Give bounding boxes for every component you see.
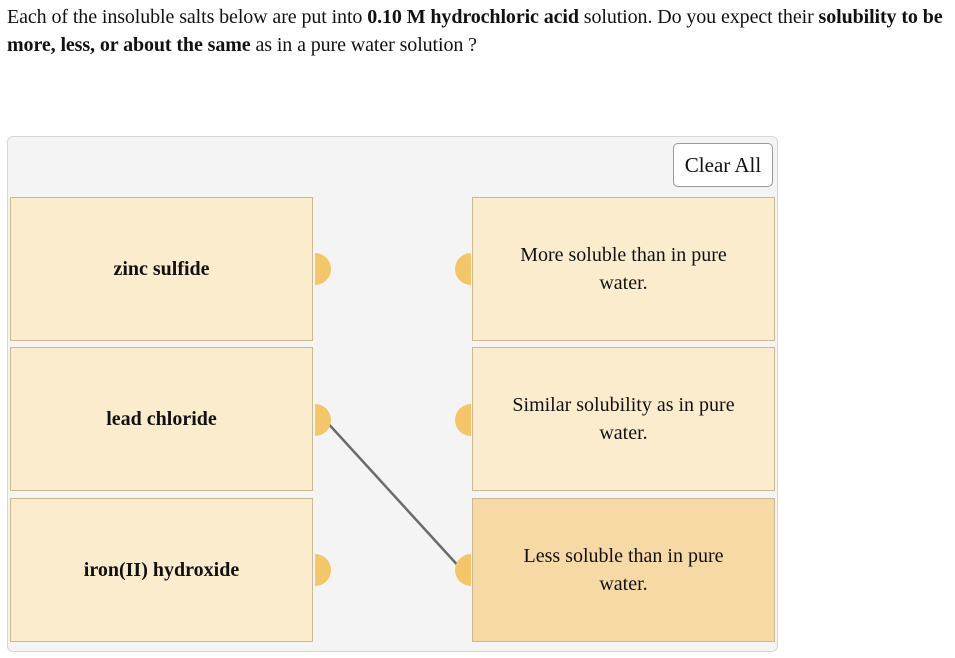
salt-label: zinc sulfide	[113, 258, 210, 280]
answer-label: Similar solubility as in pure water.	[512, 394, 735, 444]
answer-box-similar-solubility[interactable]	[472, 347, 775, 491]
salt-label: lead chloride	[106, 408, 217, 430]
question-part-3: as in a pure water solution ?	[250, 34, 477, 56]
question-part-1: Each of the insoluble salts below are put into	[7, 6, 368, 28]
question-bold-2: solubility to be more, less, or about the same	[7, 6, 943, 56]
answer-label: More soluble than in pure water.	[520, 244, 727, 294]
answer-box-less-soluble[interactable]	[472, 498, 775, 642]
salt-box-iron-ii-hydroxide[interactable]	[10, 498, 313, 642]
answer-box-more-soluble[interactable]	[472, 197, 775, 341]
question-bold-1: 0.10 M hydrochloric acid	[367, 6, 579, 28]
answer-label: Less soluble than in pure water.	[523, 545, 724, 595]
clear-all-button[interactable]: Clear All	[673, 143, 773, 187]
question-text	[7, 3, 952, 59]
salt-box-lead-chloride[interactable]	[10, 347, 313, 491]
salt-label: iron(II) hydroxide	[83, 559, 240, 581]
question-part-2: solution. Do you expect their	[578, 6, 819, 28]
salt-box-zinc-sulfide[interactable]	[10, 197, 313, 341]
